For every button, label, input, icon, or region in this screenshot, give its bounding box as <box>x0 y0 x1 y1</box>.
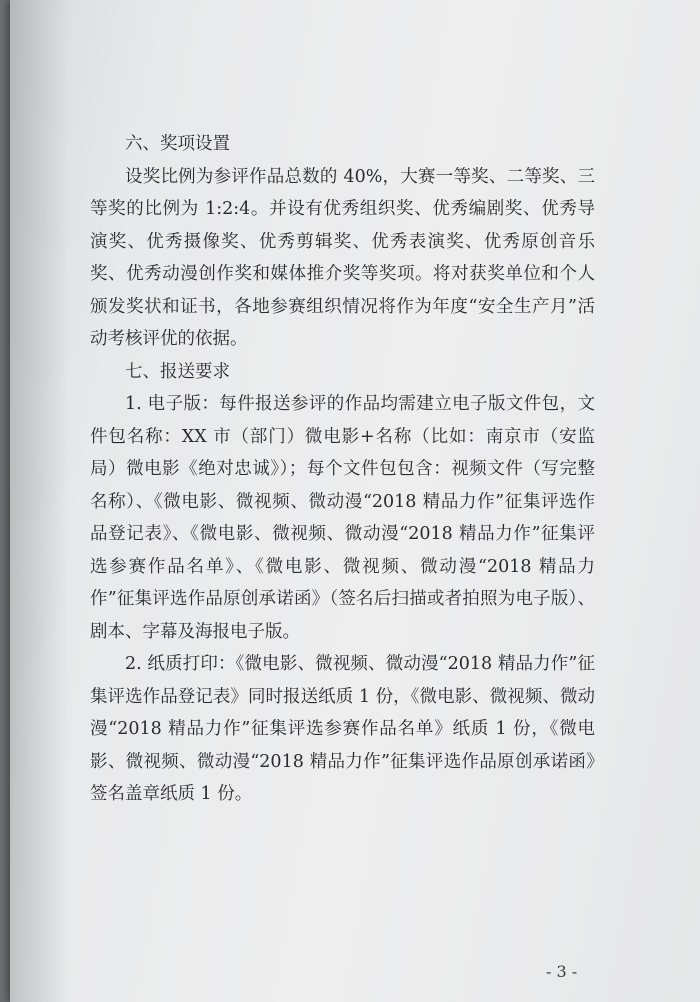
section-7-item-2: 2. 纸质打印：《微电影、微视频、微动漫“2018 精品力作”征集评选作品登记表》同时报送纸质 1 份，《微电影、微视频、微动漫“2018 精品力作”征集评选参赛作品名单》纸质 1 份，《微电影、微视频、微动漫“2018 精品力作”征集评选作品原创承诺函》签名盖章纸质 1 份。 <box>90 654 595 804</box>
section-6-paragraph: 设奖比例为参评作品总数的 40%，大赛一等奖、二等奖、三等奖的比例为 1:2:4。并设有优秀组织奖、优秀编剧奖、优秀导演奖、优秀摄像奖、优秀剪辑奖、优秀表演奖、优秀原创音乐奖、优秀动漫创作奖和媒体推介奖等奖项。将对获奖单位和个人颁发奖状和证书，各地参赛组织情况将作为年度“安全生产月”活动考核评优的依据。 <box>90 166 595 349</box>
section-7-item-1: 1. 电子版：每件报送参评的作品均需建立电子版文件包，文件包名称：XX 市（部门）微电影+名称（比如：南京市（安监局）微电影《绝对忠诚》）；每个文件包包含：视频文件（写完整名称）、《微电影、微视频、微动漫“2018 精品力作”征集评选作品登记表》、《微电影、微视频、微动漫“2018 精品力作”征集评选参赛作品名单》、《微电影、微视频、微动漫“2018 精品力作”征集评选作品原创承诺函》（签名后扫描或者拍照为电子版）、剧本、字幕及海报电子版。 <box>90 394 595 642</box>
document-page <box>10 0 700 1002</box>
page-number: - 3 - <box>546 962 578 981</box>
paper-shadow <box>10 0 70 1002</box>
section-7-heading: 七、报送要求 <box>125 361 230 382</box>
document-body <box>90 128 595 811</box>
section-6-heading: 六、奖项设置 <box>125 134 230 154</box>
